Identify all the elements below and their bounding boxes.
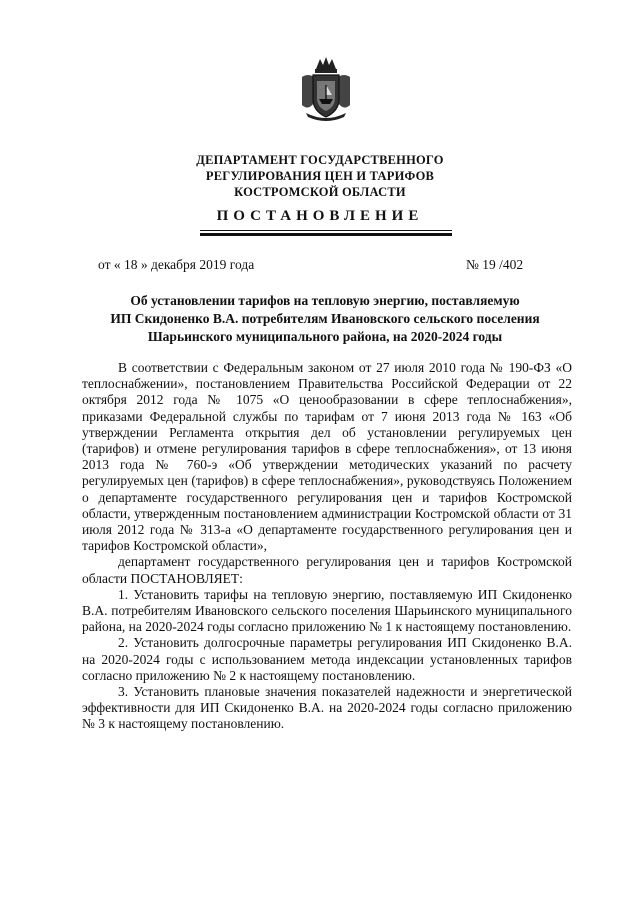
resolve-paragraph: департамент государственного регулирования цен и тарифов Костромской области ПОСТАНОВЛЯЕТ: [82, 554, 572, 586]
coat-of-arms-icon [298, 55, 354, 123]
title-divider-thick [200, 233, 452, 236]
resolution-item: 2. Установить долгосрочные параметры регулирования ИП Скидоненко В.А. на 2020-2024 годы с использованием метода индексации установленных тарифов согласно приложению № 2 к настоящему постановлению. [82, 635, 572, 683]
heading-line: Шарьинского муниципального района, на 2020-2024 годы [147, 329, 503, 344]
resolution-item: 3. Установить плановые значения показателей надежности и энергетической эффективности для ИП Скидоненко В.А. на 2020-2024 годы согласно приложению № 3 к настоящему постановлению. [82, 684, 572, 732]
document-number: № 19 /402 [466, 257, 524, 272]
document-date: от « 18 » декабря 2019 года [98, 257, 255, 272]
document-type-title: ПОСТАНОВЛЕНИЕ [216, 208, 424, 224]
department-line: РЕГУЛИРОВАНИЯ ЦЕН И ТАРИФОВ [205, 169, 435, 183]
department-line: ДЕПАРТАМЕНТ ГОСУДАРСТВЕННОГО [196, 153, 444, 167]
document-body [82, 360, 572, 733]
heading-line: ИП Скидоненко В.А. потребителям Ивановского сельского поселения [110, 311, 540, 326]
title-divider-thin [200, 230, 452, 231]
department-line: КОСТРОМСКОЙ ОБЛАСТИ [234, 185, 406, 199]
department-name [0, 152, 640, 200]
heading-line: Об установлении тарифов на тепловую энергию, поставляемую [130, 293, 520, 308]
document-heading [78, 292, 572, 346]
preamble-paragraph: В соответствии с Федеральным законом от 27 июля 2010 года № 190-ФЗ «О теплоснабжении», постановлением Правительства Российской Федерации от 22 октября 2012 года № 1075 «О ценообразовании в сфере теплоснабжения», приказами Федеральной службы по тарифам от 7 июня 2013 года № 163 «Об утверждении Регламента открытия дел об установлении регулируемых цен (тарифов) и отмене регулирования тарифов в сфере теплоснабжения», от 13 июня 2013 года № 760-э «Об утверждении методических указаний по расчету регулируемых цен (тарифов) в сфере теплоснабжения», руководствуясь Положением о департаменте государственного регулирования цен и тарифов Костромской области, утвержденным постановлением администрации Костромской области от 31 июля 2012 года № 313-а «О департаменте государственного регулирования цен и тарифов Костромской области», [82, 360, 572, 554]
resolution-item: 1. Установить тарифы на тепловую энергию, поставляемую ИП Скидоненко В.А. потребителям Ивановского сельского поселения Шарьинского муниципального района, на 2020-2024 годы согласно приложению № 1 к настоящему постановлению. [82, 586, 572, 635]
